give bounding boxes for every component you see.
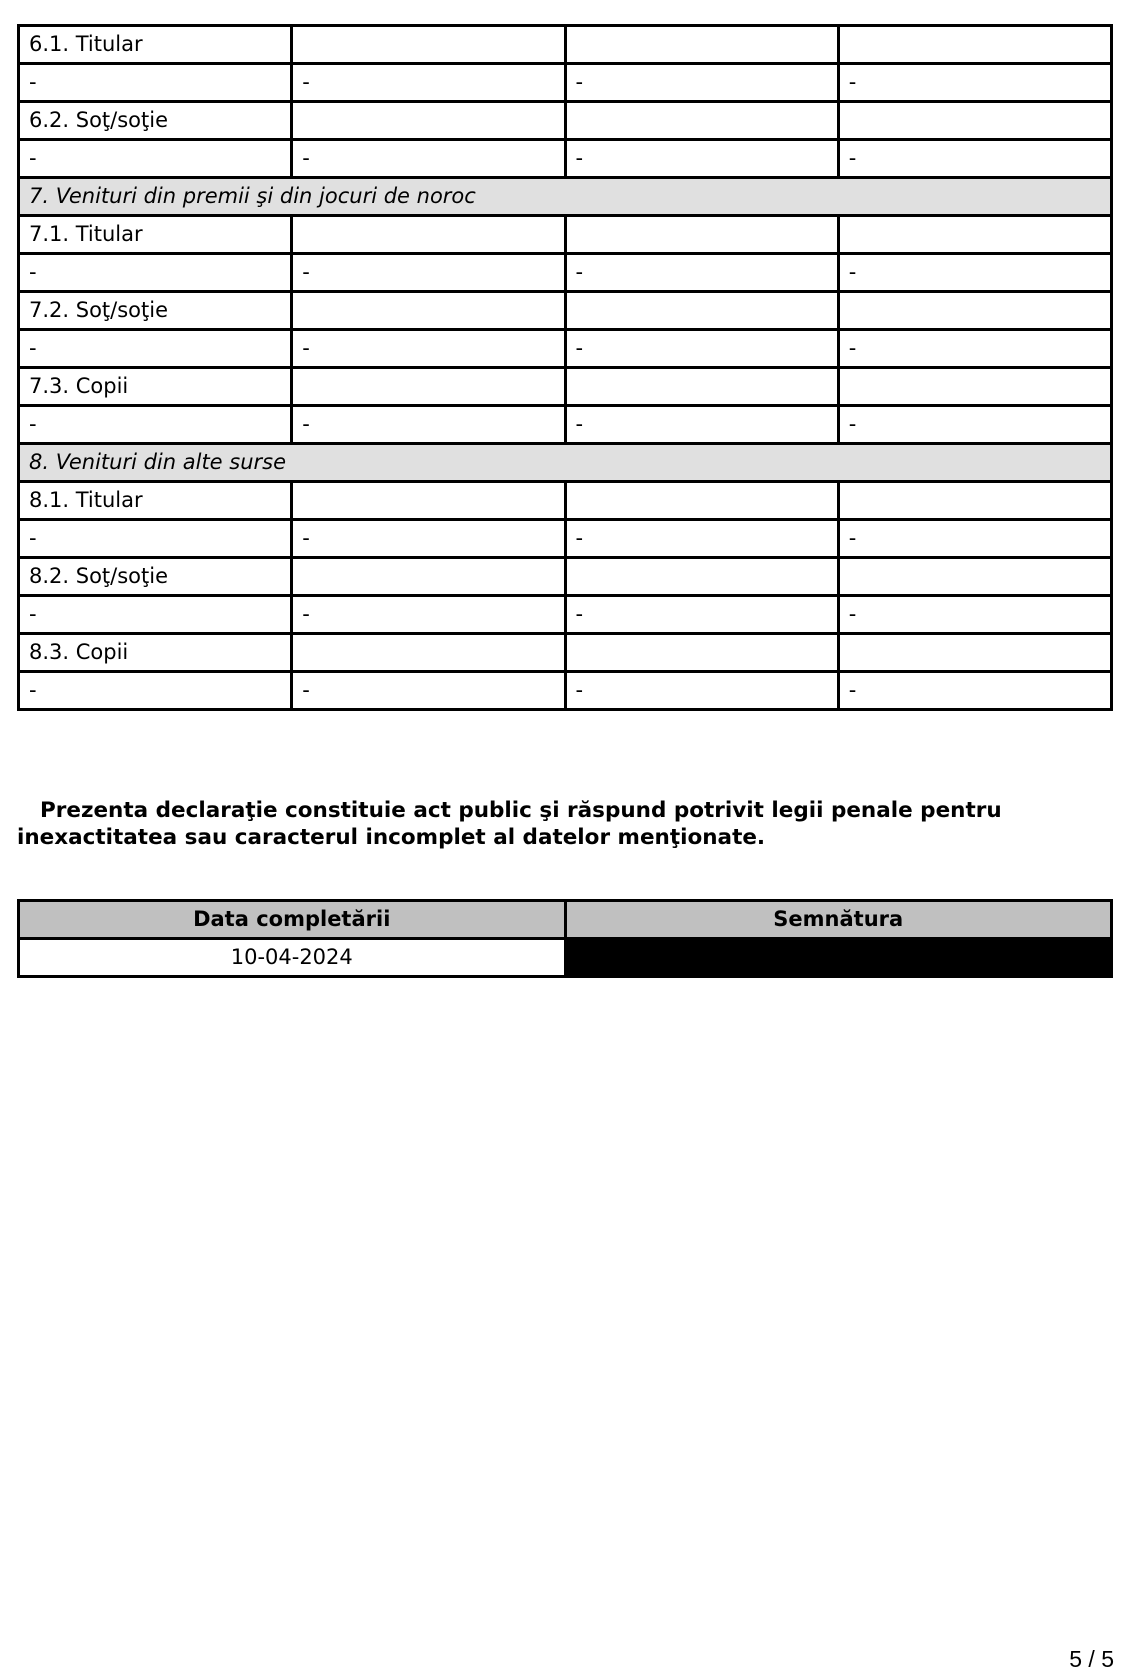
value-cell: - bbox=[292, 672, 565, 710]
empty-cell bbox=[838, 102, 1111, 140]
empty-cell bbox=[565, 482, 838, 520]
subheader-label: 8.2. Soţ/soţie bbox=[19, 558, 292, 596]
section-row bbox=[19, 178, 1112, 216]
income-table-body bbox=[19, 26, 1112, 710]
date-value: 10-04-2024 bbox=[19, 939, 566, 977]
declaration-text: Prezenta declaraţie constituie act public şi răspund potrivit legii penale pentru inexactitatea sau caracterul incomplet al datelor menţionate. bbox=[17, 798, 1002, 850]
empty-cell bbox=[838, 558, 1111, 596]
income-table bbox=[17, 24, 1113, 711]
empty-cell bbox=[838, 634, 1111, 672]
value-cell: - bbox=[838, 140, 1111, 178]
subheader-row bbox=[19, 482, 1112, 520]
empty-cell bbox=[838, 368, 1111, 406]
value-cell: - bbox=[292, 520, 565, 558]
subheader-label: 7.2. Soţ/soţie bbox=[19, 292, 292, 330]
value-cell: - bbox=[19, 64, 292, 102]
empty-cell bbox=[838, 26, 1111, 64]
value-cell: - bbox=[565, 406, 838, 444]
signature-value-row bbox=[19, 939, 1112, 977]
empty-cell bbox=[292, 102, 565, 140]
date-header: Data completării bbox=[19, 901, 566, 939]
empty-cell bbox=[292, 368, 565, 406]
signature-header-row bbox=[19, 901, 1112, 939]
subheader-row bbox=[19, 102, 1112, 140]
empty-cell bbox=[838, 482, 1111, 520]
value-cell: - bbox=[292, 254, 565, 292]
subheader-row bbox=[19, 292, 1112, 330]
value-cell: - bbox=[19, 140, 292, 178]
value-cell: - bbox=[838, 406, 1111, 444]
empty-cell bbox=[565, 26, 838, 64]
empty-cell bbox=[565, 102, 838, 140]
empty-cell bbox=[292, 292, 565, 330]
value-cell: - bbox=[565, 330, 838, 368]
subheader-row bbox=[19, 368, 1112, 406]
value-cell: - bbox=[19, 330, 292, 368]
subheader-row bbox=[19, 634, 1112, 672]
value-cell: - bbox=[838, 596, 1111, 634]
subheader-label: 8.1. Titular bbox=[19, 482, 292, 520]
subheader-label: 6.2. Soţ/soţie bbox=[19, 102, 292, 140]
subheader-row bbox=[19, 216, 1112, 254]
subheader-label: 8.3. Copii bbox=[19, 634, 292, 672]
value-cell: - bbox=[292, 64, 565, 102]
value-cell: - bbox=[838, 520, 1111, 558]
value-cell: - bbox=[292, 140, 565, 178]
value-row bbox=[19, 520, 1112, 558]
empty-cell bbox=[565, 292, 838, 330]
subheader-row bbox=[19, 558, 1112, 596]
subheader-label: 6.1. Titular bbox=[19, 26, 292, 64]
value-cell: - bbox=[838, 254, 1111, 292]
section-row bbox=[19, 444, 1112, 482]
value-cell: - bbox=[565, 596, 838, 634]
value-cell: - bbox=[19, 254, 292, 292]
signature-table bbox=[17, 899, 1113, 978]
value-cell: - bbox=[838, 64, 1111, 102]
value-cell: - bbox=[292, 596, 565, 634]
value-cell: - bbox=[838, 330, 1111, 368]
value-cell: - bbox=[565, 520, 838, 558]
signature-redacted-box bbox=[565, 939, 1112, 977]
page-number: 5 / 5 bbox=[1069, 1646, 1114, 1672]
value-cell: - bbox=[19, 406, 292, 444]
empty-cell bbox=[838, 292, 1111, 330]
value-cell: - bbox=[565, 672, 838, 710]
value-row bbox=[19, 330, 1112, 368]
empty-cell bbox=[292, 482, 565, 520]
value-row bbox=[19, 672, 1112, 710]
value-row bbox=[19, 596, 1112, 634]
value-cell: - bbox=[565, 140, 838, 178]
empty-cell bbox=[565, 634, 838, 672]
value-cell: - bbox=[838, 672, 1111, 710]
subheader-row bbox=[19, 26, 1112, 64]
empty-cell bbox=[565, 558, 838, 596]
value-cell: - bbox=[19, 672, 292, 710]
value-cell: - bbox=[292, 406, 565, 444]
value-cell: - bbox=[565, 254, 838, 292]
empty-cell bbox=[292, 558, 565, 596]
value-cell: - bbox=[19, 596, 292, 634]
section-title: 7. Venituri din premii şi din jocuri de noroc bbox=[19, 178, 1112, 216]
section-title: 8. Venituri din alte surse bbox=[19, 444, 1112, 482]
subheader-label: 7.3. Copii bbox=[19, 368, 292, 406]
empty-cell bbox=[292, 634, 565, 672]
value-row bbox=[19, 254, 1112, 292]
empty-cell bbox=[838, 216, 1111, 254]
value-cell: - bbox=[19, 520, 292, 558]
value-row bbox=[19, 64, 1112, 102]
empty-cell bbox=[565, 368, 838, 406]
empty-cell bbox=[292, 216, 565, 254]
value-cell: - bbox=[565, 64, 838, 102]
empty-cell bbox=[565, 216, 838, 254]
empty-cell bbox=[292, 26, 565, 64]
value-cell: - bbox=[292, 330, 565, 368]
value-row bbox=[19, 140, 1112, 178]
subheader-label: 7.1. Titular bbox=[19, 216, 292, 254]
value-row bbox=[19, 406, 1112, 444]
signature-header: Semnătura bbox=[565, 901, 1112, 939]
